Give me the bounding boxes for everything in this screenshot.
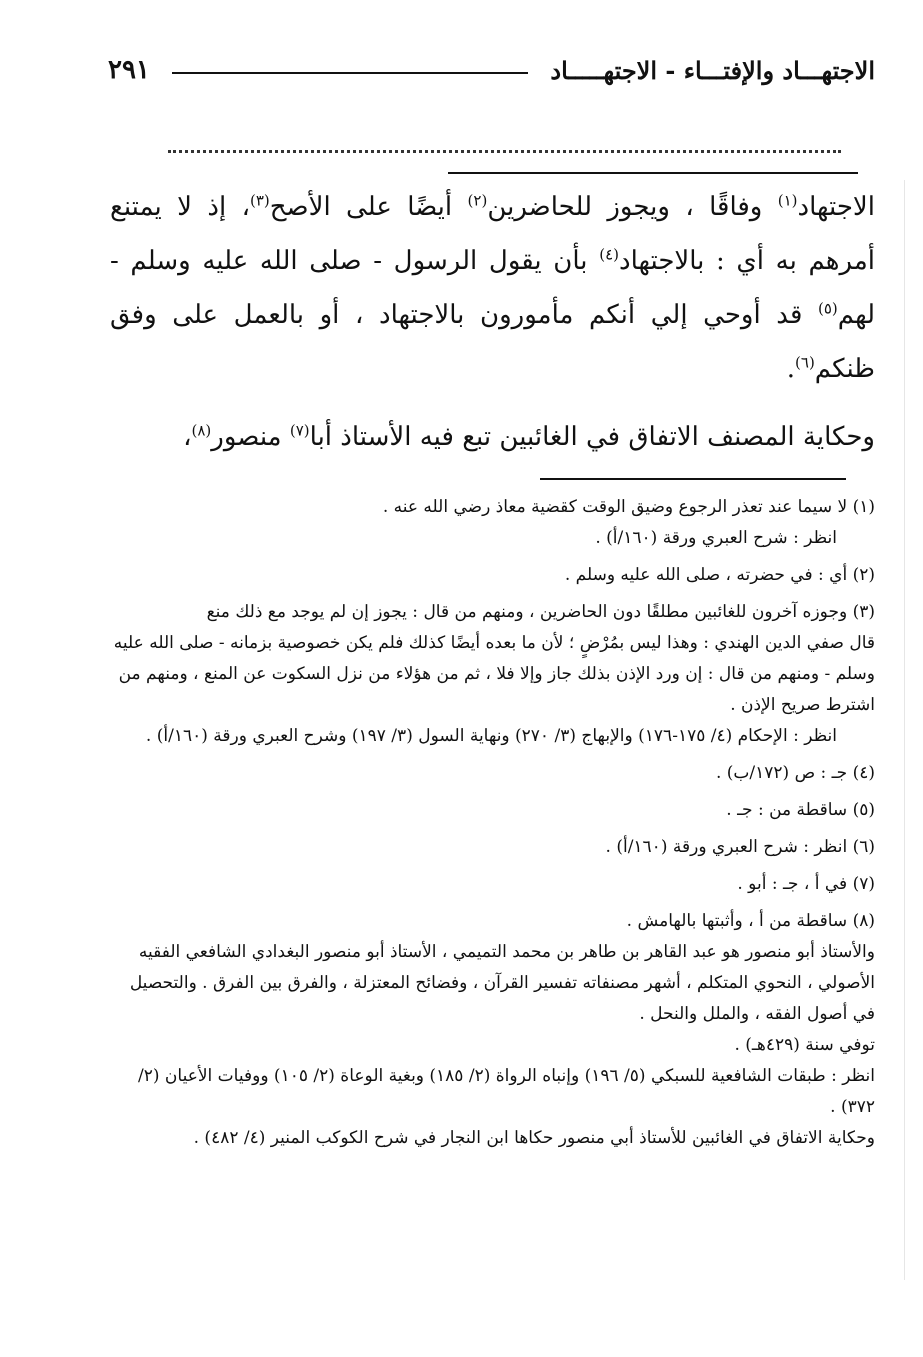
text-segment: قد أوحي إلي أنكم مأمورون بالاجتهاد ، أو بالعمل على وفق ظنكم bbox=[110, 300, 875, 384]
header-title: الاجتهـــاد والإفتـــاء - الاجتهـــــاد bbox=[550, 55, 875, 85]
footnote-continuation: انظر : شرح العبري ورقة (١٦٠/أ) . bbox=[595, 528, 837, 548]
footnote-item bbox=[110, 758, 875, 789]
main-paragraph-1 bbox=[110, 180, 875, 396]
footnote-text: أي : في حضرته ، صلى الله عليه وسلم . bbox=[564, 565, 848, 585]
footnote-number: (٦) bbox=[852, 837, 875, 857]
footnotes-section bbox=[110, 492, 875, 1160]
footnote-text: ساقطة من أ ، وأثبتها بالهامش . bbox=[626, 911, 848, 931]
footnote-text: ساقطة من : جـ . bbox=[726, 800, 848, 820]
footnote-text: لا سيما عند تعذر الرجوع وضيق الوقت كقضية معاذ رضي الله عنه . bbox=[382, 497, 848, 517]
text-segment: ، bbox=[183, 422, 192, 452]
text-segment: بأن يقول الرسول - صلى الله عليه وسلم - لهم bbox=[110, 246, 875, 330]
text-segment: الاجتهاد bbox=[797, 192, 875, 222]
footnote-item bbox=[110, 832, 875, 863]
footnote-item bbox=[110, 795, 875, 826]
footnote-number: (٨) bbox=[852, 911, 875, 931]
scan-edge-line bbox=[904, 180, 905, 1280]
footnote-item bbox=[110, 492, 875, 554]
footnote-line bbox=[110, 560, 875, 591]
footnote-number: (١) bbox=[852, 497, 875, 517]
footnote-number: (٢) bbox=[852, 565, 875, 585]
footnote-line bbox=[110, 832, 875, 863]
footnote-line bbox=[110, 492, 875, 523]
footnote-marker[interactable]: (٦) bbox=[795, 353, 815, 372]
footnote-marker[interactable]: (١) bbox=[777, 191, 798, 210]
footnote-line bbox=[110, 906, 875, 937]
footnote-continuation: انظر : طبقات الشافعية للسبكي (٥/ ١٩٦) وإنباه الرواة (٢/ ١٨٥) وبغية الوعاة (٢/ ١٠٥) ووفيات الأعيان (٢/ ٣٧٢) . bbox=[138, 1066, 875, 1117]
footnote-text: في أ ، جـ : أبو . bbox=[737, 874, 848, 894]
footnote-continuation: وحكاية الاتفاق في الغائبين للأستاذ أبي منصور حكاها ابن النجار في شرح الكوكب المنير (٤/ ٤٨٢) . bbox=[193, 1128, 875, 1148]
header-rule bbox=[172, 72, 528, 74]
footnote-number: (٣) bbox=[852, 602, 875, 622]
main-paragraph-2 bbox=[110, 410, 875, 464]
section-rule bbox=[448, 172, 858, 174]
footnote-line bbox=[110, 597, 875, 628]
main-text bbox=[110, 180, 875, 464]
footnote-number: (٧) bbox=[852, 874, 875, 894]
footnote-text: جـ : ص (١٧٢/ب) . bbox=[715, 763, 848, 783]
text-segment: منصور bbox=[211, 422, 290, 452]
text-segment: أيضًا على الأصح bbox=[269, 192, 468, 222]
footnote-marker[interactable]: (٧) bbox=[289, 421, 310, 440]
footnote-continuation: توفي سنة (٤٢٩هـ) . bbox=[734, 1035, 875, 1055]
footnote-marker[interactable]: (٣) bbox=[249, 191, 270, 210]
page-number: ٢٩١ bbox=[108, 55, 150, 85]
footnote-text: انظر : شرح العبري ورقة (١٦٠/أ) . bbox=[605, 837, 848, 857]
footnote-continuation: والأستاذ أبو منصور هو عبد القاهر بن طاهر بن محمد التميمي ، الأستاذ أبو منصور البغدادي الشافعي الفقيه الأصولي ، النحوي المتكلم ، أشهر مصنفاته تفسير القرآن ، وفضائح المعتزلة ، والفرق بين الفرق . والتحصيل في أصول الفقه ، والملل والنحل . bbox=[129, 942, 875, 1024]
footnote-line bbox=[110, 869, 875, 900]
footnote-line bbox=[110, 795, 875, 826]
footnote-item bbox=[110, 560, 875, 591]
footnote-continuation: قال صفي الدين الهندي : وهذا ليس بمُرْضٍ ؛ لأن ما بعده أيضًا كذلك فلم يكن خصوصية بزمانه - صلى الله عليه وسلم - ومنهم من قال : إن ورد الإذن بذلك جاز وإلا فلا ، ثم من هؤلاء من نزل السكوت عن المنع ، ومنهم من اشترط صريح الإذن . bbox=[113, 633, 875, 715]
omission-dotted-line bbox=[168, 130, 841, 153]
text-segment: ، إذ لا يمتنع أمرهم به أي : بالاجتهاد bbox=[110, 192, 875, 276]
footnote-marker[interactable]: (٥) bbox=[818, 299, 838, 318]
footnote-separator bbox=[540, 478, 846, 480]
text-segment: وحكاية المصنف الاتفاق في الغائبين تبع فيه الأستاذ أبا bbox=[309, 422, 875, 452]
footnote-item bbox=[110, 597, 875, 752]
running-header bbox=[108, 52, 875, 88]
footnote-number: (٥) bbox=[852, 800, 875, 820]
footnote-continuation: انظر : الإحكام (٤/ ١٧٥-١٧٦) والإبهاج (٣/ ٢٧٠) ونهاية السول (٣/ ١٩٧) وشرح العبري ورقة (١٦٠/أ) . bbox=[145, 726, 837, 746]
footnote-text: وجوزه آخرون للغائبين مطلقًا دون الحاضرين ، ومنهم من قال : يجوز إن لم يوجد مع ذلك منع bbox=[206, 602, 848, 622]
footnote-item bbox=[110, 906, 875, 1154]
footnote-marker[interactable]: (٢) bbox=[467, 191, 488, 210]
footnote-item bbox=[110, 869, 875, 900]
footnote-number: (٤) bbox=[852, 763, 875, 783]
footnote-line bbox=[110, 758, 875, 789]
text-segment: وفاقًا ، ويجوز للحاضرين bbox=[487, 192, 778, 222]
footnote-marker[interactable]: (٤) bbox=[599, 245, 619, 264]
footnote-marker[interactable]: (٨) bbox=[191, 421, 212, 440]
text-segment: . bbox=[786, 354, 796, 384]
